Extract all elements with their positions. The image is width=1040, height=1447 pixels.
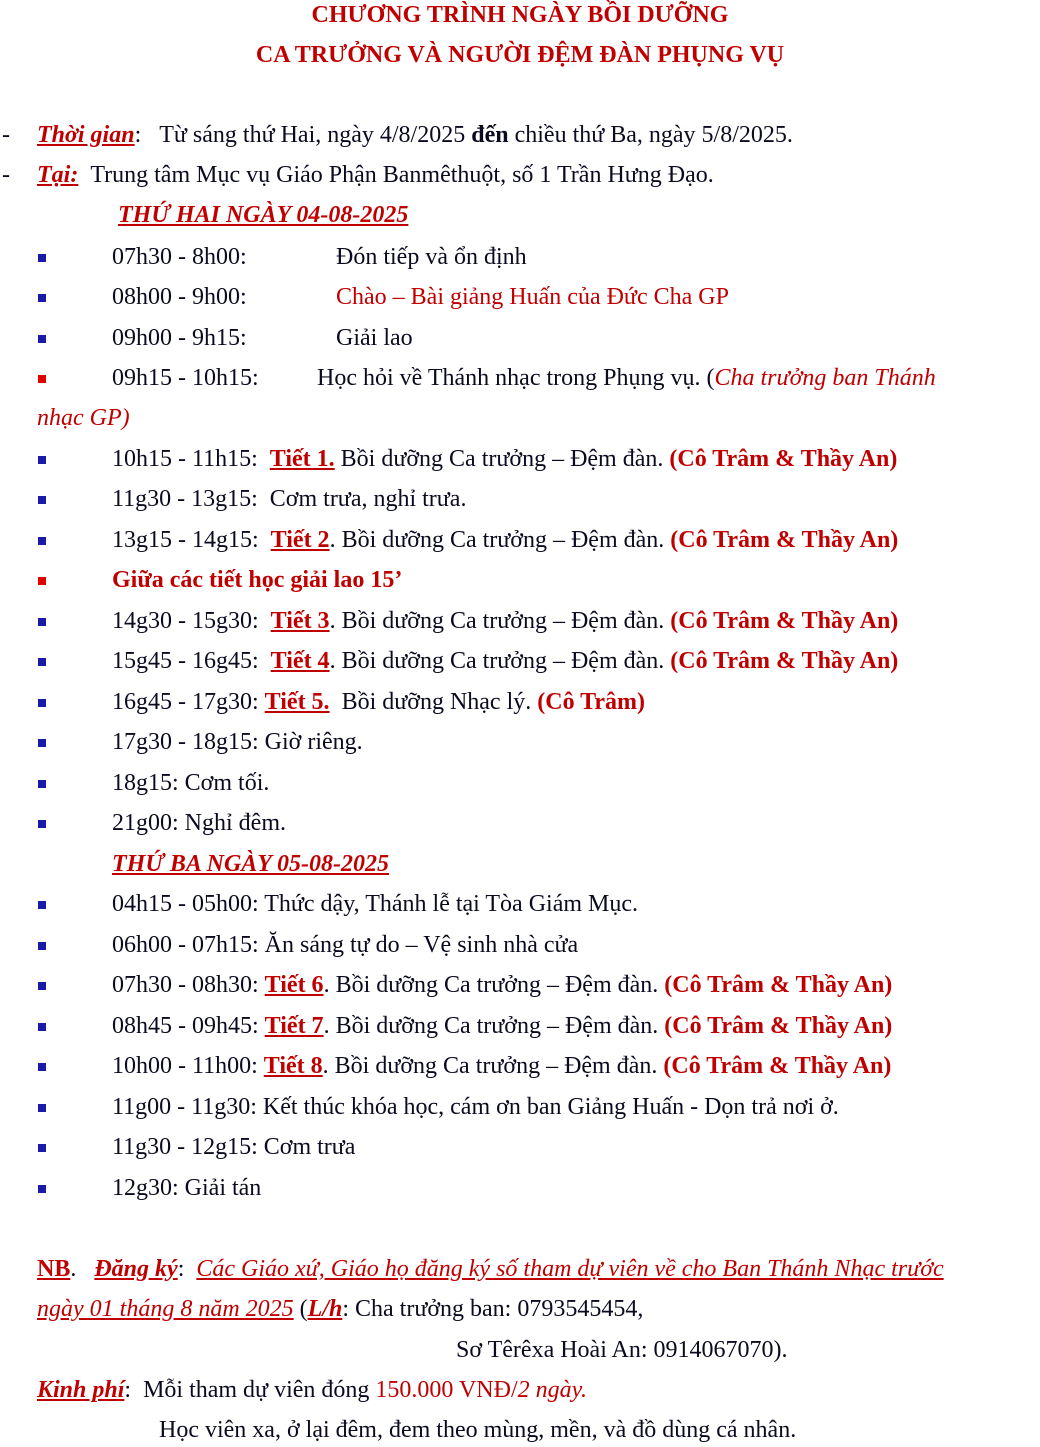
fee-amount: 150.000 VNĐ/ <box>375 1377 518 1403</box>
bullet-icon <box>38 942 46 950</box>
page-title-line-2: CA TRƯỞNG VÀ NGƯỜI ĐỆM ĐÀN PHỤNG VỤ <box>255 42 785 68</box>
bullet-icon <box>38 1144 46 1152</box>
registration-line: NB. Đăng ký: Các Giáo xứ, Giáo họ đăng ký số tham dự viên về cho Ban Thánh Nhạc trước <box>37 1256 944 1282</box>
bullet-icon <box>38 1185 46 1193</box>
bullet-icon <box>38 577 46 585</box>
contact-label: L/h <box>307 1296 343 1322</box>
bullet-icon <box>38 375 46 383</box>
bullet-icon <box>38 901 46 909</box>
bullet-icon <box>38 820 46 828</box>
bullet-icon <box>38 780 46 788</box>
contact-2: Sơ Têrêxa Hoài An: 0914067070). <box>456 1337 788 1363</box>
fee-label: Kinh phí <box>37 1377 125 1403</box>
registration-label: Đăng ký <box>94 1256 178 1282</box>
bullet-icon <box>38 982 46 990</box>
bullet-icon <box>38 1104 46 1112</box>
registration-deadline: ngày 01 tháng 8 năm 2025 <box>37 1296 294 1322</box>
bullet-icon <box>38 335 46 343</box>
registration-line-2: ngày 01 tháng 8 năm 2025 (L/h: Cha trưởng ban: 0793545454, <box>37 1296 644 1322</box>
bullet-icon <box>38 699 46 707</box>
bullet-icon <box>38 739 46 747</box>
day1-heading: THỨ HAI NGÀY 04-08-2025 <box>118 202 409 228</box>
bullet-icon <box>38 537 46 545</box>
bullet-icon <box>38 658 46 666</box>
time-label: Thời gian <box>37 122 135 148</box>
bullet-icon <box>38 1023 46 1031</box>
bullet-icon <box>38 496 46 504</box>
time-text-2: chiều thứ Ba, ngày 5/8/2025. <box>514 122 793 148</box>
contact-1: : Cha trưởng ban: 0793545454, <box>342 1296 644 1322</box>
nb-label: NB <box>37 1256 71 1282</box>
bullet-icon <box>38 254 46 262</box>
list-item-continuation: nhạc GP) <box>37 405 130 431</box>
bullet-icon <box>38 1063 46 1071</box>
fee-line: Kinh phí: Mỗi tham dự viên đóng 150.000 VNĐ/2 ngày. <box>37 1377 587 1403</box>
place-text: Trung tâm Mục vụ Giáo Phận Banmêthuột, số 1 Trần Hưng Đạo. <box>90 162 714 188</box>
bullet-icon <box>38 618 46 626</box>
bullet-icon <box>38 456 46 464</box>
day2-heading: THỨ BA NGÀY 05-08-2025 <box>112 851 390 877</box>
bullet-icon <box>38 294 46 302</box>
time-bold: đến <box>471 122 509 148</box>
page-title-line-1: CHƯƠNG TRÌNH NGÀY BỒI DƯỠNG <box>311 2 729 28</box>
registration-text: Các Giáo xứ, Giáo họ đăng ký số tham dự viên về cho Ban Thánh Nhạc trước <box>196 1256 944 1282</box>
time-text-1: Từ sáng thứ Hai, ngày 4/8/2025 <box>159 122 466 148</box>
fee-days: 2 ngày. <box>517 1377 587 1403</box>
place-label: Tại: <box>37 162 79 188</box>
fee-note: Học viên xa, ở lại đêm, đem theo mùng, mền, và đồ dùng cá nhân. <box>159 1417 797 1443</box>
fee-text: Mỗi tham dự viên đóng <box>143 1377 370 1403</box>
